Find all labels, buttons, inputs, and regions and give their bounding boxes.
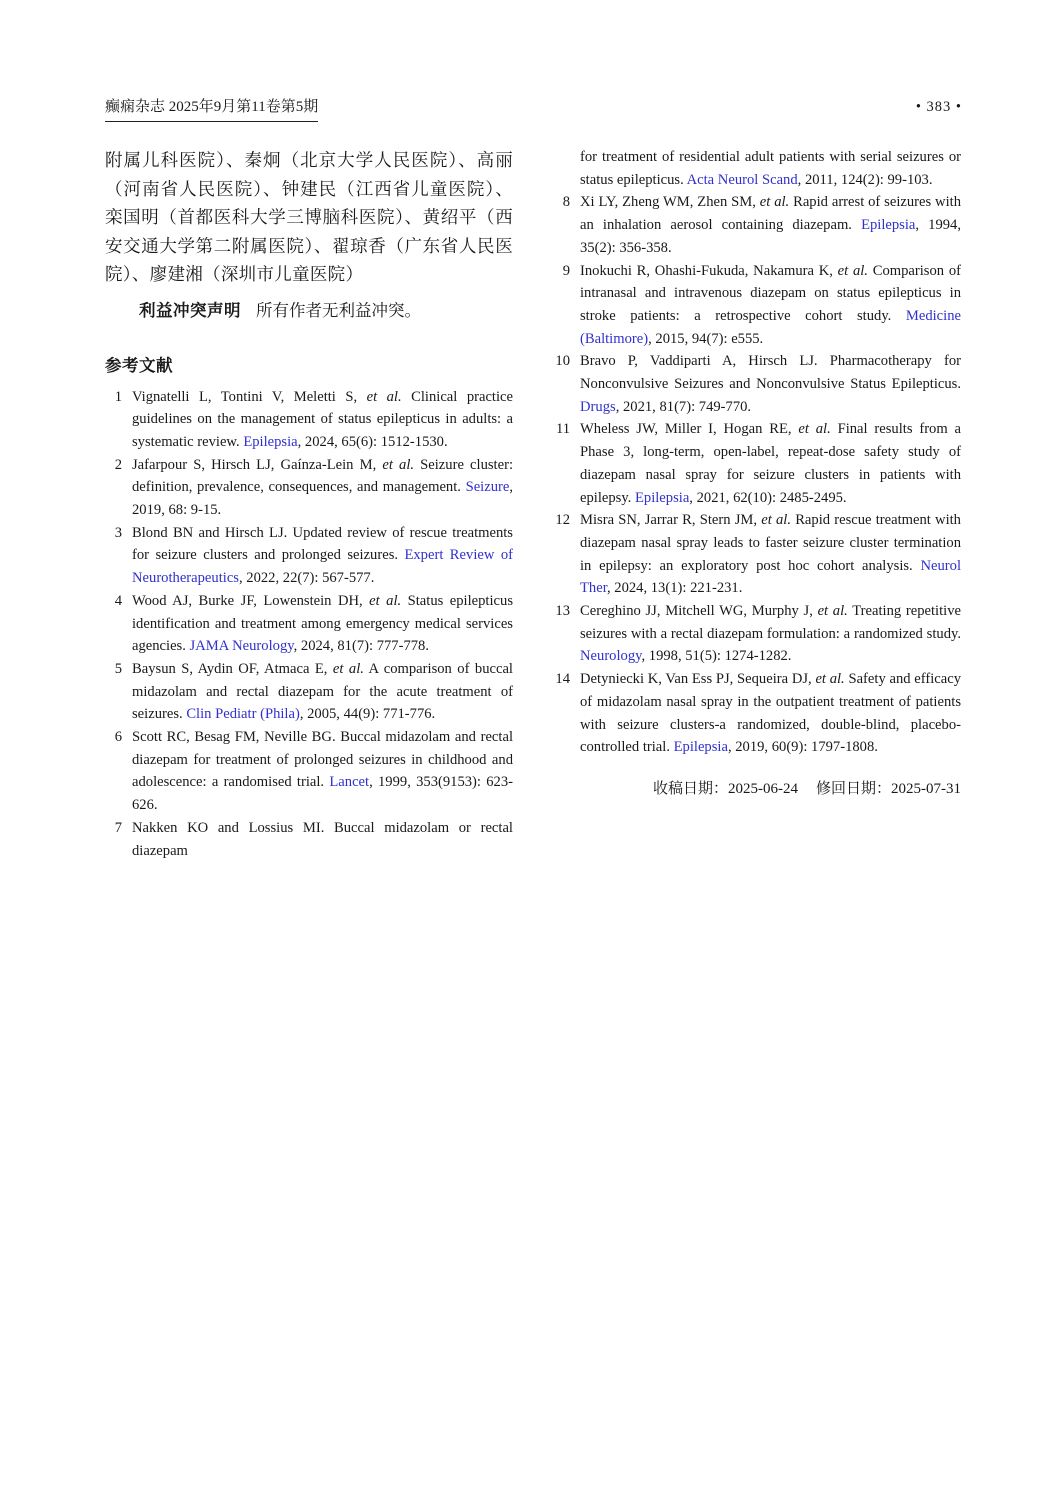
reference-text-segment: , 2005, 44(9): 771-776.: [299, 706, 436, 723]
reference-text: [580, 350, 961, 418]
reference-number: 4: [114, 592, 122, 609]
reference-text-segment: Wood AJ, Burke JF, Lowenstein DH,: [132, 592, 370, 609]
et-al-italic: et al.: [332, 660, 364, 677]
reference-text: [132, 522, 513, 590]
reference-text-segment: Treating repetitive seizures with a rectal diazepam formulation: a randomized study.: [580, 603, 961, 642]
references-heading: 参考文献: [105, 356, 173, 375]
reference-item: [105, 658, 513, 726]
reference-text-segment: , 1999, 353(9153): 623-626.: [132, 774, 513, 814]
reference-text-segment: , 2019, 68: 9-15.: [132, 479, 513, 519]
reference-number: 3: [114, 524, 122, 541]
reference-number: 8: [562, 194, 570, 211]
reference-text: [132, 726, 513, 817]
reference-text-segment: Scott RC, Besag FM, Neville BG. Buccal midazolam and rectal diazepam for treatment of prolonged seizures in childhood and adolescence: a randomised trial.: [132, 729, 513, 791]
reference-text-segment: , 2021, 62(10): 2485-2495.: [689, 489, 847, 506]
reference-item: [553, 191, 961, 259]
reference-text: [580, 668, 961, 759]
reference-text: [132, 386, 513, 454]
reference-text: [580, 418, 961, 509]
reference-text-segment: Vignatelli L, Tontini V, Meletti S,: [132, 388, 367, 405]
reference-text-segment: , 2022, 22(7): 567-577.: [238, 570, 375, 587]
reference-text-segment: A comparison of buccal midazolam and rectal diazepam for the acute treatment of seizures.: [132, 660, 513, 723]
et-al-italic: et al.: [815, 671, 845, 688]
received-date-value: 2025-06-24: [727, 780, 798, 797]
author-affiliations-paragraph: 附属儿科医院）、秦炯（北京大学人民医院）、高丽（河南省人民医院）、钟建民（江西省儿童医院）、栾国明（首都医科大学三博脑科医院）、黄绍平（西安交通大学第二附属医院）、翟琼香（广东省人民医院）、廖建湘（深圳市儿童医院）: [105, 150, 513, 284]
reference-item: [105, 386, 513, 454]
reference-item: [553, 509, 961, 600]
journal-name-link[interactable]: Epilepsia: [673, 739, 728, 756]
et-al-italic: et al.: [761, 512, 791, 529]
reference-number: [553, 146, 570, 191]
manuscript-dates: [553, 778, 961, 800]
reference-text-segment: Comparison of intranasal and intravenous diazepam on status epilepticus in stroke patients: a retrospective cohort study.: [580, 262, 961, 324]
reference-text-segment: , 1998, 51(5): 1274-1282.: [641, 648, 792, 665]
reference-text: [132, 590, 513, 658]
et-al-italic: et al.: [798, 421, 831, 438]
reference-text: [132, 454, 513, 522]
reference-text-segment: , 2024, 81(7): 777-778.: [293, 638, 429, 655]
reference-list-left: [105, 386, 513, 863]
left-column: [105, 146, 513, 862]
reference-text-segment: Status epilepticus identification and treatment among emergency medical services agencies.: [132, 592, 513, 655]
conflict-label: 利益冲突声明: [139, 301, 241, 320]
reference-number: 10: [555, 353, 570, 370]
reference-text-segment: Blond BN and Hirsch LJ. Updated review of rescue treatments for seizure clusters and prolonged seizures.: [132, 524, 513, 564]
reference-continuation: [553, 146, 961, 191]
reference-text-segment: , 2011, 124(2): 99-103.: [797, 171, 933, 188]
reference-text-segment: Safety and efficacy of midazolam nasal spray in the outpatient treatment of patients with seizure clusters-a randomized, double-blind, placebo-controlled trial.: [580, 671, 961, 756]
two-column-body: [105, 146, 961, 862]
journal-name-link[interactable]: Lancet: [329, 774, 370, 791]
reference-text: [580, 191, 961, 259]
journal-issue-title: 癫痫杂志 2025年9月第11卷第5期: [105, 98, 318, 122]
reference-number: 7: [114, 819, 122, 836]
reference-text-segment: Nakken KO and Lossius MI. Buccal midazolam or rectal diazepam: [132, 819, 513, 859]
reference-text-segment: Misra SN, Jarrar R, Stern JM,: [580, 512, 762, 529]
reference-text-segment: , 2021, 81(7): 749-770.: [615, 398, 752, 415]
reference-text: [580, 146, 961, 191]
reference-text-segment: Rapid rescue treatment with diazepam nasal spray leads to faster seizure cluster termination in epilepsy: an exploratory post hoc cohort analysis.: [580, 512, 961, 574]
received-date-label: 收稿日期：: [652, 780, 728, 797]
reference-item: [105, 590, 513, 658]
reference-item: [553, 260, 961, 351]
journal-name-link[interactable]: Clin Pediatr (Phila): [186, 706, 300, 723]
journal-name-link[interactable]: Epilepsia: [243, 433, 298, 450]
reference-number: 11: [555, 421, 570, 438]
reference-number: 1: [114, 388, 122, 405]
et-al-italic: et al.: [369, 592, 402, 609]
reference-text-segment: Cereghino JJ, Mitchell WG, Murphy J,: [580, 603, 818, 620]
reference-text: [580, 600, 961, 668]
reference-text: [580, 509, 961, 600]
et-al-italic: et al.: [366, 388, 402, 405]
et-al-italic: et al.: [837, 262, 868, 279]
reference-item: [105, 726, 513, 817]
et-al-italic: et al.: [759, 194, 790, 211]
reference-text-segment: , 1994, 35(2): 356-358.: [580, 217, 961, 256]
reference-text-segment: , 2024, 13(1): 221-231.: [606, 580, 743, 597]
journal-name-link[interactable]: Epilepsia: [634, 489, 690, 506]
page-number: • 383 •: [915, 99, 962, 115]
journal-name-link[interactable]: Acta Neurol Scand: [686, 171, 798, 188]
reference-text-segment: Final results from a Phase 3, long-term, open-label, repeat-dose safety study of diazepam nasal spray for seizure clusters in patients with epilepsy.: [580, 421, 962, 506]
journal-name-link[interactable]: Epilepsia: [861, 217, 916, 234]
reference-number: 13: [555, 603, 570, 620]
journal-name-link[interactable]: Medicine (Baltimore): [580, 307, 961, 347]
journal-name-link[interactable]: Seizure: [465, 479, 510, 496]
reference-text-segment: , 2024, 65(6): 1512-1530.: [297, 433, 448, 450]
journal-name-link[interactable]: Drugs: [580, 398, 616, 415]
conflict-of-interest-statement: [105, 297, 513, 325]
reference-number: 2: [114, 456, 122, 473]
reference-text-segment: , 2015, 94(7): e555.: [648, 330, 764, 347]
reference-number: 9: [562, 262, 570, 279]
reference-text-segment: for treatment of residential adult patients with serial seizures or status epilepticus.: [580, 149, 961, 188]
reference-text-segment: Seizure cluster: definition, prevalence, consequences, and management.: [132, 456, 514, 496]
reference-text-segment: Detyniecki K, Van Ess PJ, Sequeira DJ,: [580, 671, 816, 688]
reference-text-segment: Bravo P, Vaddiparti A, Hirsch LJ. Pharmacotherapy for Nonconvulsive Seizures and Nonconvulsive Status Epilepticus.: [580, 353, 961, 393]
reference-item: [553, 668, 961, 759]
reference-text: [132, 658, 513, 726]
reference-text: [580, 260, 961, 351]
journal-name-link[interactable]: JAMA Neurology: [189, 638, 294, 655]
et-al-italic: et al.: [382, 456, 415, 473]
reference-text-segment: Xi LY, Zheng WM, Zhen SM,: [580, 194, 760, 211]
reference-item: [105, 817, 513, 862]
revised-date-value: 2025-07-31: [891, 780, 961, 797]
reference-item: [105, 454, 513, 522]
reference-text-segment: , 2019, 60(9): 1797-1808.: [727, 739, 878, 756]
reference-item: [553, 350, 961, 418]
reference-item: [553, 418, 961, 509]
journal-name-link[interactable]: Expert Review of Neurotherapeutics: [132, 547, 513, 587]
right-column: [553, 146, 961, 862]
conflict-text: 所有作者无利益冲突。: [256, 300, 421, 320]
reference-text-segment: Jafarpour S, Hirsch LJ, Gaínza-Lein M,: [132, 456, 383, 473]
reference-item: [105, 522, 513, 590]
reference-text-segment: Baysun S, Aydin OF, Atmaca E,: [132, 660, 333, 677]
reference-text-segment: Wheless JW, Miller I, Hogan RE,: [580, 421, 799, 438]
reference-number: 5: [114, 660, 122, 677]
reference-text-segment: Clinical practice guidelines on the management of status epilepticus in adults: a systematic review.: [132, 388, 513, 450]
page-header: [105, 98, 962, 122]
et-al-italic: et al.: [817, 603, 848, 620]
reference-number: 6: [114, 729, 122, 746]
reference-text-segment: Inokuchi R, Ohashi-Fukuda, Nakamura K,: [580, 262, 838, 279]
revised-date-label: 修回日期：: [815, 780, 891, 797]
reference-item: [553, 600, 961, 668]
reference-text-segment: Rapid arrest of seizures with an inhalation aerosol containing diazepam.: [580, 194, 961, 234]
reference-list-right: [553, 146, 961, 759]
journal-name-link[interactable]: Neurol Ther: [580, 557, 961, 597]
reference-number: 12: [555, 512, 570, 529]
reference-text: [132, 817, 513, 862]
reference-number: 14: [555, 671, 570, 688]
journal-name-link[interactable]: Neurology: [580, 648, 642, 665]
